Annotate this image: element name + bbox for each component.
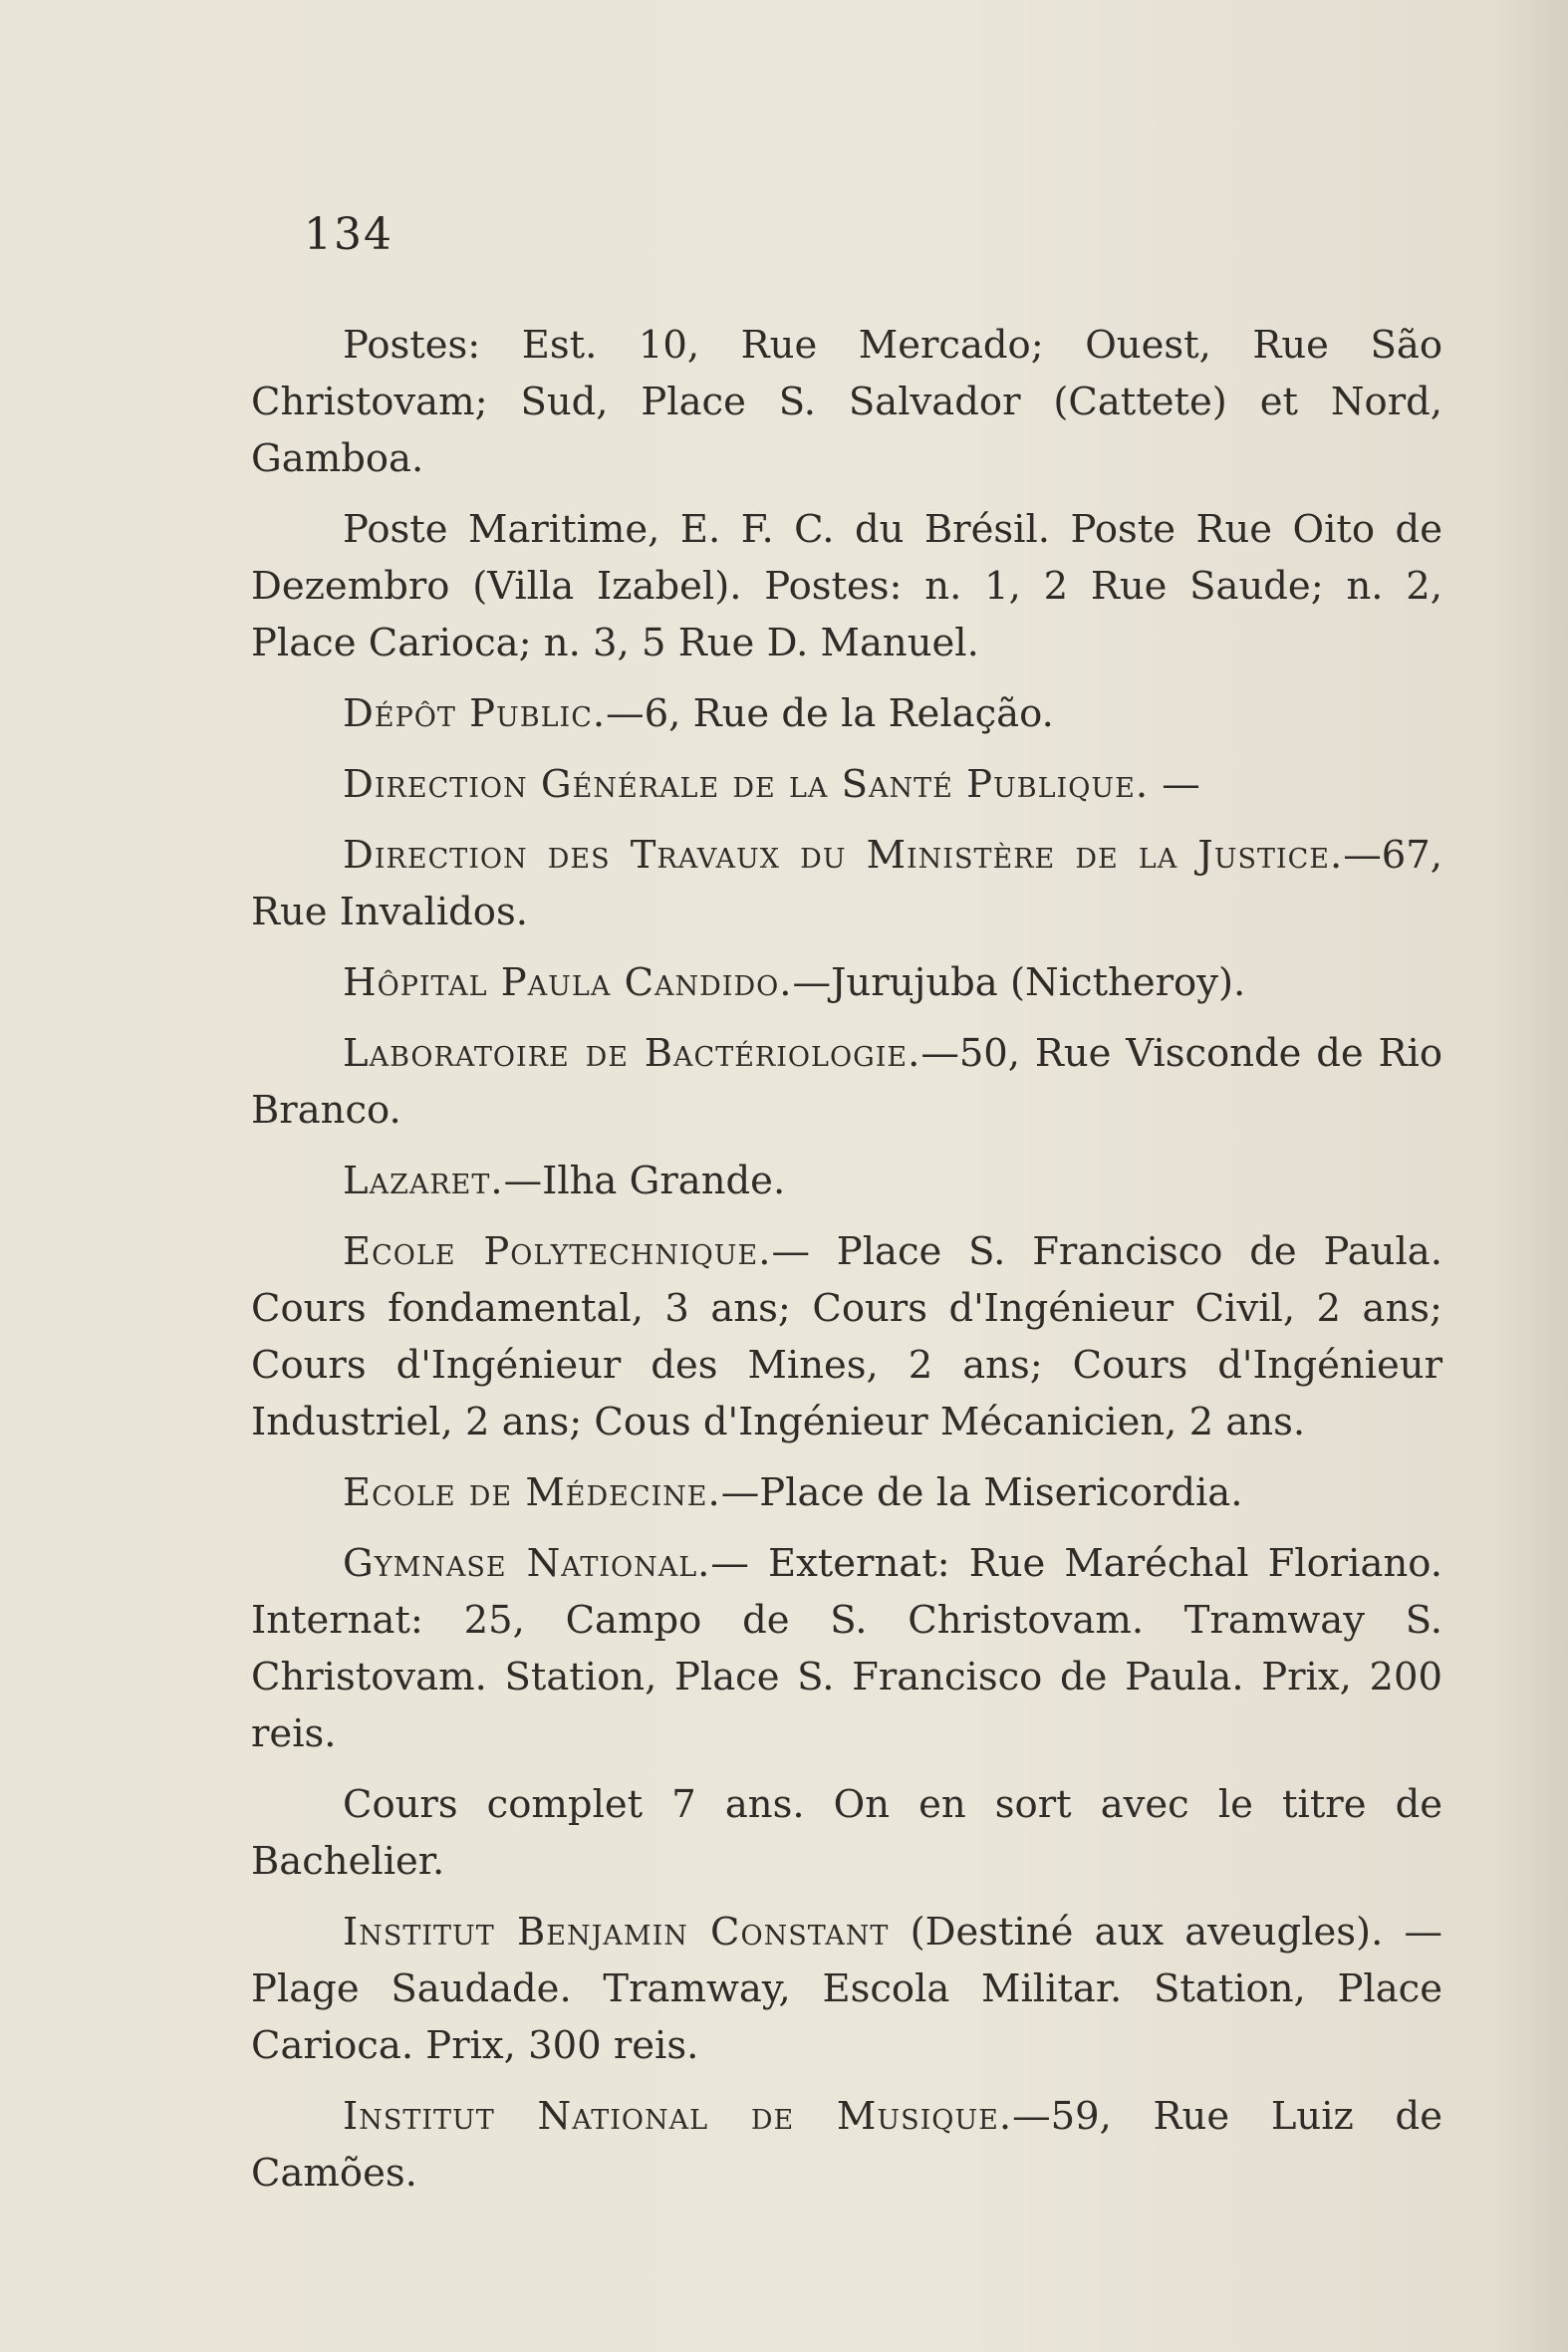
entry-lazaret [251, 1153, 1442, 1209]
entry-heading: Gymnase National. [343, 1541, 711, 1586]
entry-text: —59, Rue Luiz de Camões. [251, 2094, 1442, 2196]
entry-heading: Ecole Polytechnique. [343, 1229, 772, 1274]
entry-text: —6, Rue de la Relação. [606, 691, 1054, 736]
entry-text: — Place S. Francisco de Paula. Cours fondamental, 3 ans; Cours d'Ingénieur Civil, 2 ans; Cours d'Ingénieur des Mines, 2 ans; Cours d'Ingénieur Industriel, 2 ans; Cous d'Ingénieur Mécanicien, 2 ans. [251, 1229, 1442, 1444]
entry-text: Postes: Est. 10, Rue Mercado; Ouest, Rue São Christovam; Sud, Place S. Salvador (Cattete) et Nord, Gamboa. [251, 323, 1442, 481]
entry-heading: Institut Benjamin Constant [343, 1910, 890, 1955]
entry-direction-travaux [251, 827, 1442, 940]
entry-text: Cours complet 7 ans. On en sort avec le titre de Bachelier. [251, 1782, 1442, 1884]
entry-heading: Direction Générale de la Santé Publique. — [343, 762, 1201, 807]
directory-text [251, 317, 1442, 2216]
entry-heading: Lazaret. [343, 1159, 504, 1203]
entry-institut-musique [251, 2088, 1442, 2202]
entry-heading: Hôpital Paula Candido. [343, 960, 793, 1005]
entry-heading: Ecole de Médecine. [343, 1470, 721, 1515]
entry-text: Poste Maritime, E. F. C. du Brésil. Poste Rue Oito de Dezembro (Villa Izabel). Postes: n. 1, 2 Rue Saude; n. 2, Place Carioca; n. 3, 5 Rue D. Manuel. [251, 507, 1442, 665]
entry-text: —Ilha Grande. [503, 1159, 786, 1203]
entry-heading: Dépôt Public. [343, 691, 607, 736]
entry-cours-complet [251, 1776, 1442, 1890]
entry-heading: Laboratoire de Bactériologie. [343, 1031, 921, 1076]
page-number: 134 [304, 209, 393, 260]
entry-text: — Externat: Rue Maréchal Floriano. Internat: 25, Campo de S. Christovam. Tramway S. Christovam. Station, Place S. Francisco de Paula. Prix, 200 reis. [251, 1541, 1442, 1756]
entry-text: —50, Rue Visconde de Rio Branco. [251, 1031, 1442, 1133]
entry-ecole-medecine [251, 1464, 1442, 1521]
entry-laboratoire [251, 1025, 1442, 1139]
entry-ecole-polytechnique [251, 1223, 1442, 1450]
entry-gymnase [251, 1535, 1442, 1762]
entry-hopital [251, 954, 1442, 1011]
entry-poste-maritime [251, 501, 1442, 671]
entry-institut-benjamin [251, 1904, 1442, 2074]
entry-heading: Institut National de Musique. [343, 2094, 1013, 2139]
entry-depot-public [251, 685, 1442, 742]
entry-postes [251, 317, 1442, 487]
entry-text: (Destiné aux aveugles). — Plage Saudade. Tramway, Escola Militar. Station, Place Carioca. Prix, 300 reis. [251, 1910, 1442, 2068]
entry-direction-sante [251, 756, 1442, 813]
entry-text: —Jurujuba (Nictheroy). [792, 960, 1246, 1005]
entry-heading: Direction des Travaux du Ministère de la Justice. [343, 833, 1344, 878]
page-edge-shadow [1498, 0, 1568, 2352]
entry-text: —67, Rue Invalidos. [251, 833, 1442, 934]
entry-text: —Place de la Misericordia. [720, 1470, 1243, 1515]
